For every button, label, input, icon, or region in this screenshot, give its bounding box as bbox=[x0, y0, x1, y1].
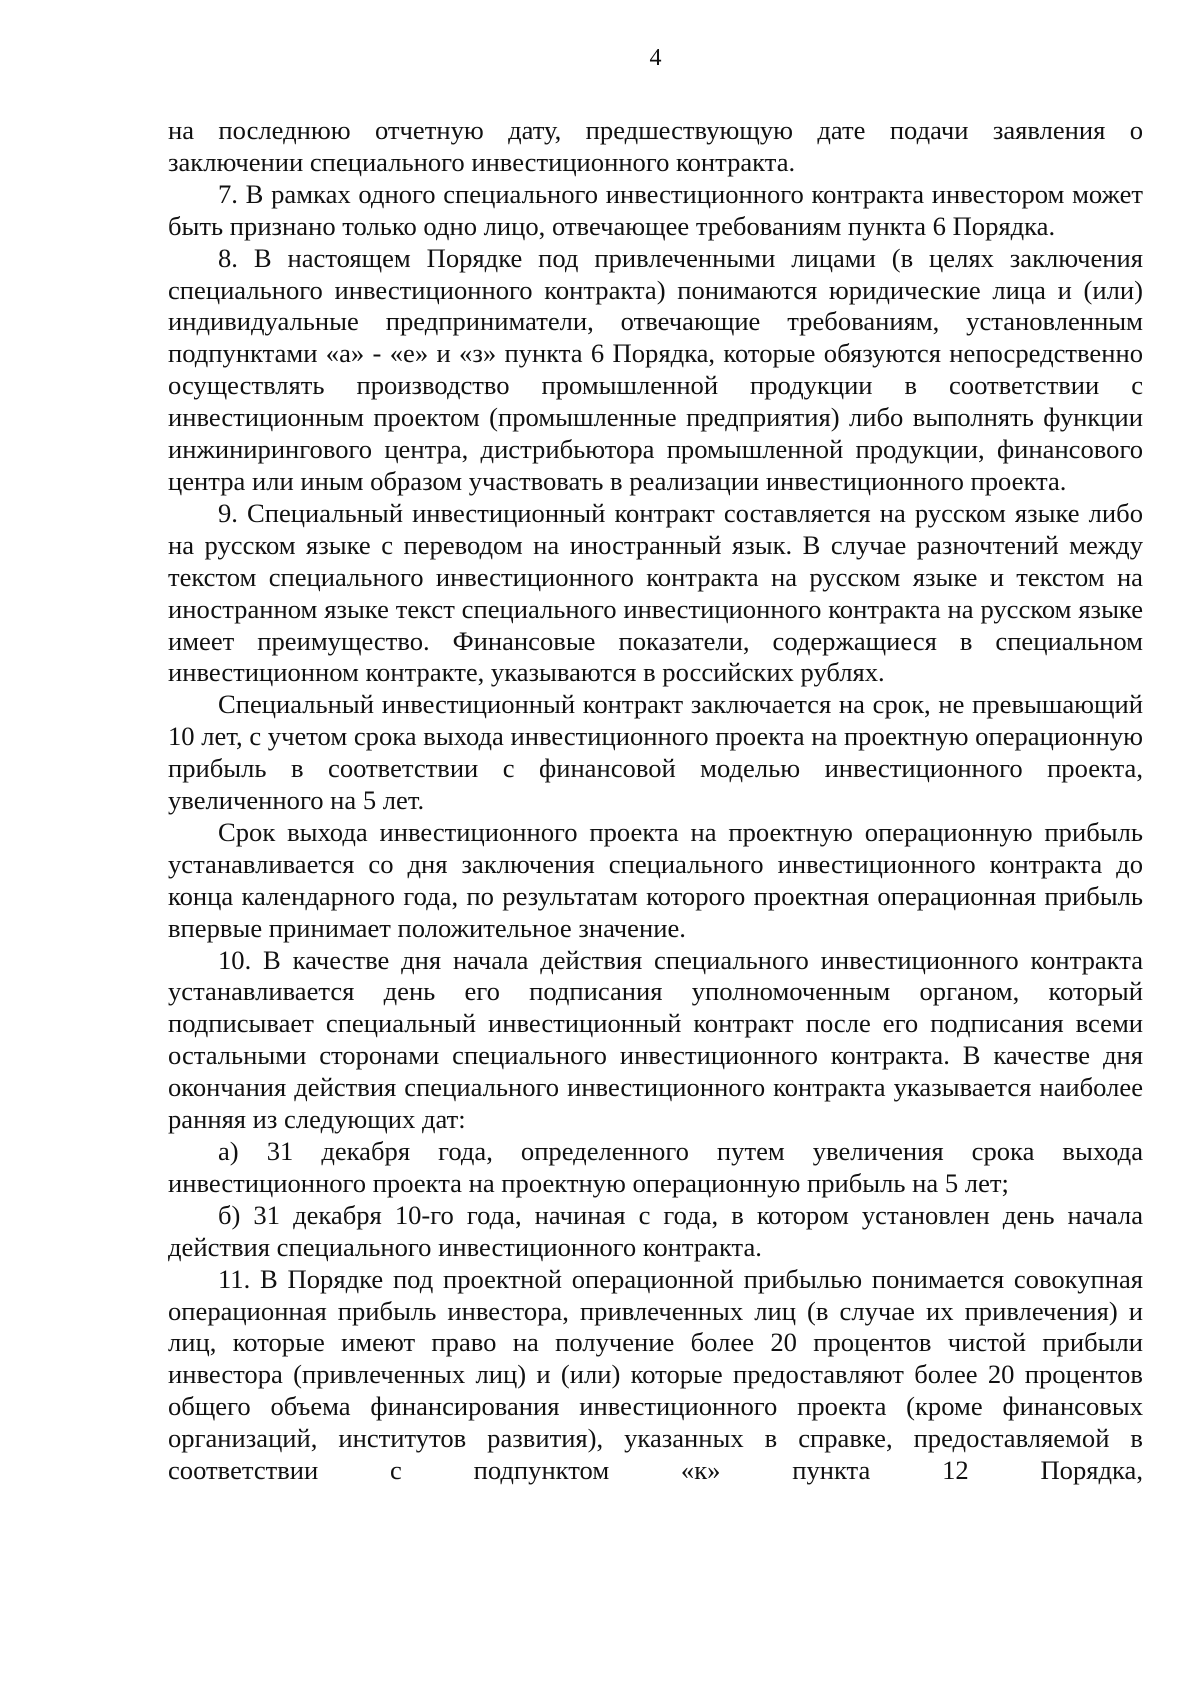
paragraph-9: 9. Специальный инвестиционный контракт составляется на русском языке либо на русском языке с переводом на иностранный язык. В случае разночтений между текстом специального инвестиционного контракта на русском языке и текстом на иностранном языке текст специального инвестиционного контракта на русском языке имеет преимущество. Финансовые показатели, содержащиеся в специальном инвестиционном контракте, указываются в российских рублях. bbox=[168, 497, 1143, 688]
paragraph-continuation: на последнюю отчетную дату, предшествующую дате подачи заявления о заключении специального инвестиционного контракта. bbox=[168, 115, 1143, 177]
paragraph-7: 7. В рамках одного специального инвестиционного контракта инвестором может быть признано только одно лицо, отвечающее требованиям пункта 6 Порядка. bbox=[168, 178, 1143, 241]
paragraph-11: 11. В Порядке под проектной операционной прибылью понимается совокупная операционная прибыль инвестора, привлеченных лиц (в случае их привлечения) и лиц, которые имеют право на получение более 20 процентов чистой прибыли инвестора (привлеченных лиц) и (или) которые предоставляют более 20 процентов общего объема финансирования инвестиционного проекта (кроме финансовых организаций, институтов развития), указанных в справке, предоставляемой в соответствии с подпунктом «к» пункта 12 Порядка, bbox=[168, 1263, 1143, 1486]
paragraph-10: 10. В качестве дня начала действия специального инвестиционного контракта устанавливается день его подписания уполномоченным органом, который подписывает специальный инвестиционный контракт после его подписания всеми остальными сторонами специального инвестиционного контракта. В качестве дня окончания действия специального инвестиционного контракта указывается наиболее ранняя из следующих дат: bbox=[168, 944, 1143, 1135]
paragraph-profit-term: Срок выхода инвестиционного проекта на проектную операционную прибыль устанавливается со дня заключения специального инвестиционного контракта до конца календарного года, по результатам которого проектная операционная прибыль впервые принимает положительное значение. bbox=[168, 816, 1143, 943]
document-body bbox=[168, 115, 1143, 1487]
paragraph-10-a: а) 31 декабря года, определенного путем увеличения срока выхода инвестиционного проекта на проектную операционную прибыль на 5 лет; bbox=[168, 1136, 1143, 1198]
page-number: 4 bbox=[649, 45, 662, 71]
paragraph-8: 8. В настоящем Порядке под привлеченными лицами (в целях заключения специального инвестиционного контракта) понимаются юридические лица и (или) индивидуальные предприниматели, отвечающие требованиям, установленным подпунктами «а» - «е» и «з» пункта 6 Порядка, которые обязуются непосредственно осуществлять производство промышленной продукции в соответствии с инвестиционным проектом (промышленные предприятия) либо выполнять функции инжинирингового центра, дистрибьютора промышленной продукции, финансового центра или иным образом участвовать в реализации инвестиционного проекта. bbox=[168, 242, 1143, 496]
paragraph-10-b: б) 31 декабря 10-го года, начиная с года, в котором установлен день начала действия специального инвестиционного контракта. bbox=[168, 1199, 1143, 1262]
paragraph-contract-term: Специальный инвестиционный контракт заключается на срок, не превышающий 10 лет, с учетом срока выхода инвестиционного проекта на проектную операционную прибыль в соответствии с финансовой моделью инвестиционного проекта, увеличенного на 5 лет. bbox=[168, 689, 1143, 816]
